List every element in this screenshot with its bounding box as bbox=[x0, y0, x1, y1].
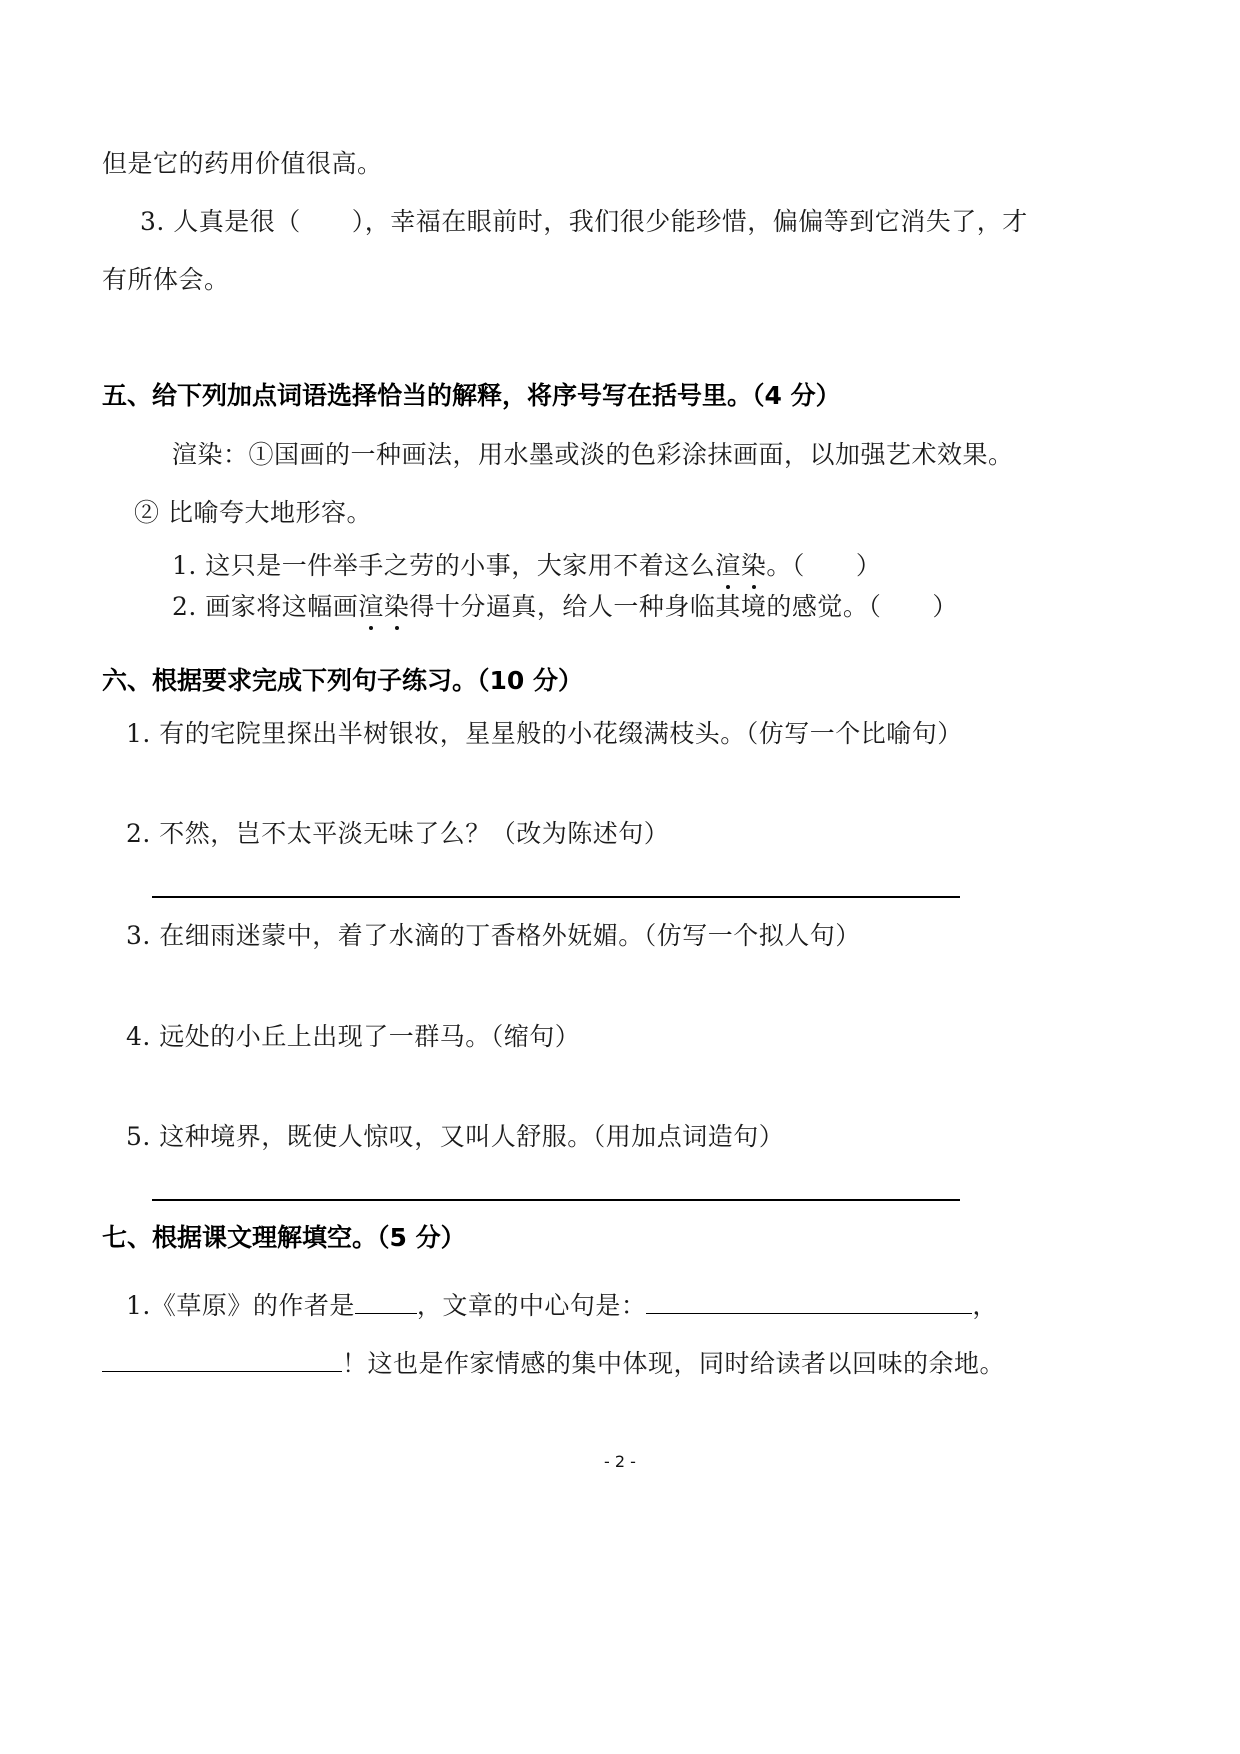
central-sentence-blank-1[interactable] bbox=[646, 1287, 972, 1314]
section-5-item-1: 1. 这只是一件举手之劳的小事，大家用不着这么渲染。（ ） bbox=[172, 551, 882, 580]
question-4-3-line1: 3. 人真是很（ ），幸福在眼前时，我们很少能珍惜，偏偏等到它消失了，才 bbox=[140, 207, 1028, 236]
section-5-item-2: 2. 画家将这幅画渲染得十分逼真，给人一种身临其境的感觉。（ ） bbox=[172, 592, 958, 621]
author-blank[interactable] bbox=[355, 1287, 417, 1314]
answer-line-5[interactable] bbox=[152, 1199, 960, 1201]
dotted-char: 渲 bbox=[358, 592, 384, 621]
section-7-heading: 七、根据课文理解填空。（5 分） bbox=[102, 1223, 466, 1252]
section-7-item-1-line1: 1.《草原》的作者是 ，文章的中心句是： ， bbox=[126, 1287, 998, 1322]
section-7-item-1-line2: ！这也是作家情感的集中体现，同时给读者以回味的余地。 bbox=[102, 1345, 1005, 1380]
continuation-line: 但是它的药用价值很高。 bbox=[102, 149, 383, 178]
section-5-heading: 五、给下列加点词语选择恰当的解释，将序号写在括号里。（4 分） bbox=[102, 381, 841, 410]
dotted-char: 染 bbox=[383, 592, 410, 621]
section-6-item-1: 1. 有的宅院里探出半树银妆，星星般的小花缀满枝头。（仿写一个比喻句） bbox=[126, 719, 963, 748]
section-6-item-5: 5. 这种境界，既使人惊叹，又叫人舒服。（用加点词造句） bbox=[126, 1122, 785, 1151]
section-6-item-4: 4. 远处的小丘上出现了一群马。（缩句） bbox=[126, 1022, 581, 1051]
section-6-heading: 六、根据要求完成下列句子练习。（10 分） bbox=[102, 666, 583, 695]
page-number: - 2 - bbox=[604, 1452, 636, 1471]
definition-2: ② 比喻夸大地形容。 bbox=[134, 498, 372, 527]
definition-line-1 bbox=[172, 439, 1014, 471]
central-sentence-blank-2[interactable] bbox=[102, 1345, 342, 1372]
section-6-item-2: 2. 不然，岂不太平淡无味了么？（改为陈述句） bbox=[126, 819, 670, 848]
dotted-char: 染 bbox=[740, 551, 767, 580]
definition-label: 渲染： bbox=[172, 440, 249, 469]
section-6-item-3: 3. 在细雨迷蒙中，着了水滴的丁香格外妩媚。（仿写一个拟人句） bbox=[126, 921, 861, 950]
question-4-3-line2: 有所体会。 bbox=[102, 265, 230, 294]
answer-line-2[interactable] bbox=[152, 896, 960, 898]
dotted-char: 渲 bbox=[715, 551, 741, 580]
definition-1: ①国画的一种画法，用水墨或淡的色彩涂抹画面，以加强艺术效果。 bbox=[248, 440, 1014, 469]
